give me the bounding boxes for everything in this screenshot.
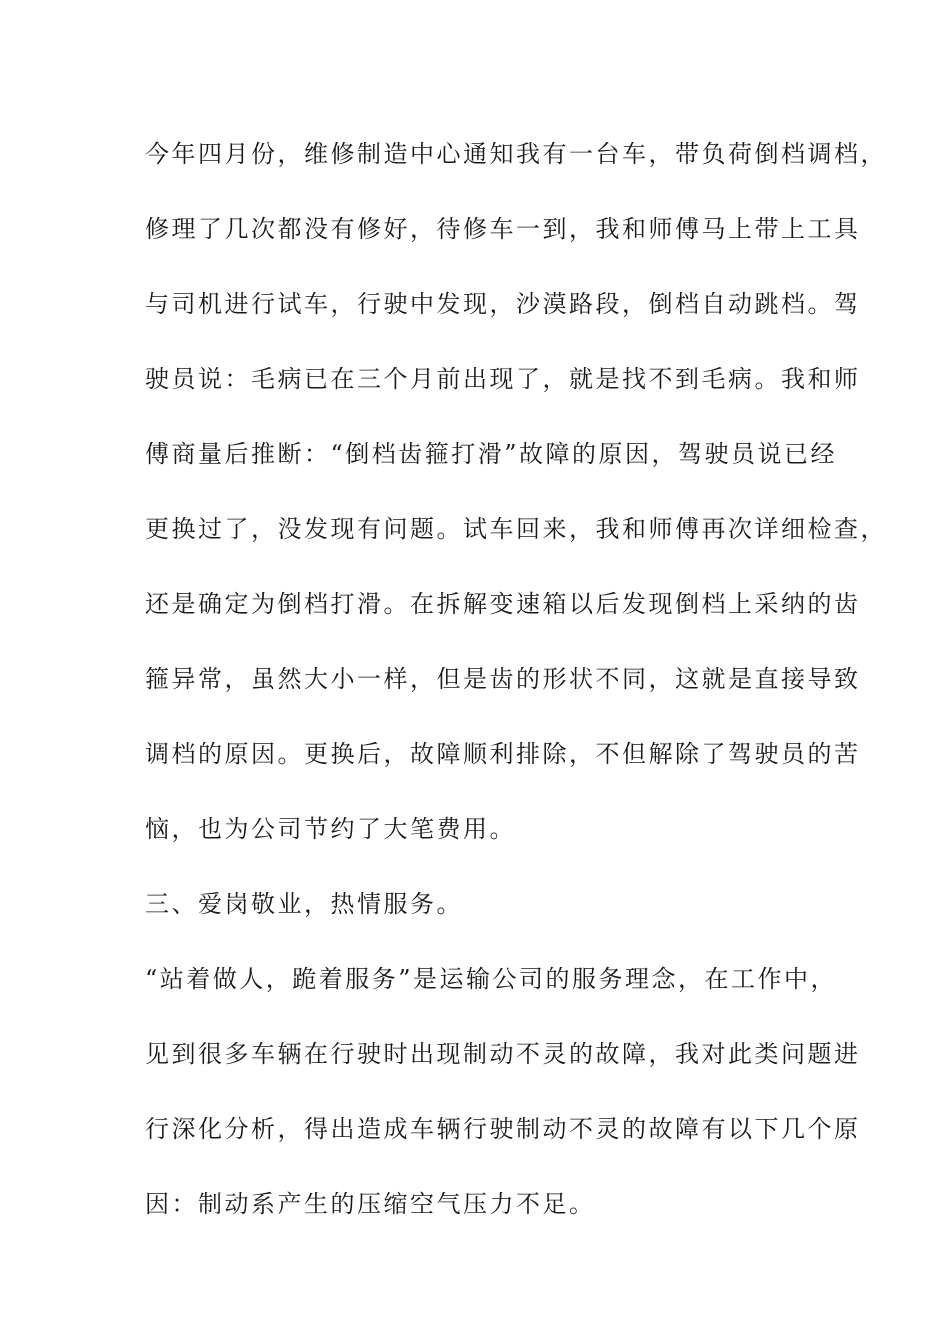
text-line: 因：制动系产生的压缩空气压力不足。 [145, 1190, 596, 1218]
text-line: 还是确定为倒档打滑。在拆解变速箱以后发现倒档上采纳的齿 [145, 590, 861, 618]
text-line: 与司机进行试车，行驶中发现，沙漠路段，倒档自动跳档。驾 [145, 290, 861, 318]
text-line: 更换过了，没发现有问题。试车回来，我和师傅再次详细检查， [145, 515, 887, 543]
text-line: 驶员说：毛病已在三个月前出现了，就是找不到毛病。我和师 [145, 365, 861, 393]
text-line: “站着做人，跪着服务”是运输公司的服务理念，在工作中， [145, 965, 838, 993]
text-line: 箍异常，虽然大小一样，但是齿的形状不同，这就是直接导致 [145, 665, 861, 693]
document-body [145, 133, 887, 1258]
text-line: 恼，也为公司节约了大笔费用。 [145, 815, 516, 843]
text-line: 傅商量后推断：“倒档齿箍打滑”故障的原因，驾驶员说已经 [145, 440, 838, 468]
text-line: 修理了几次都没有修好，待修车一到，我和师傅马上带上工具 [145, 215, 861, 243]
text-line: 见到很多车辆在行驶时出现制动不灵的故障，我对此类问题进 [145, 1040, 861, 1068]
text-line: 今年四月份，维修制造中心通知我有一台车，带负荷倒档调档， [145, 140, 887, 168]
text-line: 调档的原因。更换后，故障顺利排除，不但解除了驾驶员的苦 [145, 740, 861, 768]
text-line: 行深化分析，得出造成车辆行驶制动不灵的故障有以下几个原 [145, 1115, 861, 1143]
section-heading: 三、爱岗敬业，热情服务。 [145, 890, 463, 918]
